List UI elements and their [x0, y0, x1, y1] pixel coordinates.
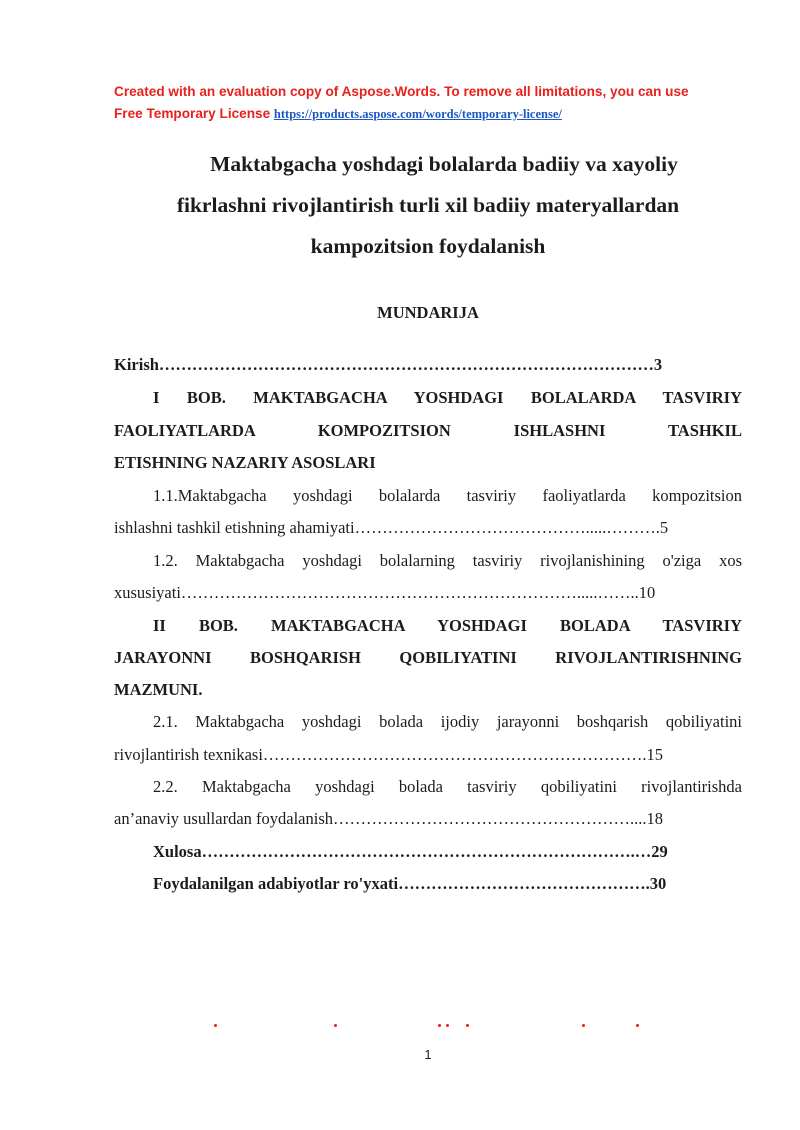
- toc-chapter1-line1: I BOB. MAKTABGACHA YOSHDAGI BOLALARDA TASVIRIY: [153, 388, 742, 407]
- toc-entry-xulosa: Xulosa…………………………………………………………………….…29: [153, 842, 668, 861]
- toc-section-1-2-line2: xususiyati……………………………………………………………….....……..10: [114, 583, 656, 602]
- toc-chapter2-line2: JARAYONNI BOSHQARISH QOBILIYATINI RIVOJLANTIRISHNING: [114, 648, 742, 667]
- document-title-line2: fikrlashni rivojlantirish turli xil badiiy materyallardan: [176, 193, 680, 217]
- toc-entry-kirish: Kirish………………………………………………………………………………3: [114, 355, 663, 374]
- toc-section-1-1-line1: 1.1.Maktabgacha yoshdagi bolalarda tasviriy faoliyatlarda kompozitsion: [153, 486, 742, 505]
- temporary-license-link[interactable]: https://products.aspose.com/words/temporary-license/: [273, 107, 562, 121]
- toc-section-2-2-line1: 2.2. Maktabgacha yoshdagi bolada tasviriy qobiliyatini rivojlantirishda: [153, 777, 742, 796]
- toc-section-2-2-line2: an’anaviy usullardan foydalanish………………………………………………....18: [114, 809, 664, 828]
- footer-dots-decoration: [200, 1020, 650, 1030]
- toc-section-2-1-line1: 2.1. Maktabgacha yoshdagi bolada ijodiy jarayonni boshqarish qobiliyatini: [153, 712, 742, 731]
- document-title-line1: Maktabgacha yoshdagi bolalarda badiiy va xayoliy: [210, 152, 678, 176]
- toc-chapter2-line3: MAZMUNI.: [114, 680, 203, 699]
- document-title-line3: kampozitsion foydalanish: [310, 234, 546, 258]
- page-number: 1: [424, 1047, 432, 1062]
- toc-heading: MUNDARIJA: [377, 303, 479, 322]
- evaluation-notice-line1: Created with an evaluation copy of Aspose.Words. To remove all limitations, you can use: [114, 84, 689, 99]
- toc-entry-adabiyotlar: Foydalanilgan adabiyotlar ro'yxati……………………………………….30: [153, 874, 667, 893]
- toc-section-1-1-line2: ishlashni tashkil etishning ahamiyati…………………………………….....……….5: [114, 518, 669, 537]
- evaluation-notice-prefix: Free Temporary License: [114, 106, 274, 121]
- evaluation-notice-line2: [114, 103, 754, 125]
- toc-chapter1-line2: FAOLIYATLARDA KOMPOZITSION ISHLASHNI TASHKIL: [114, 421, 742, 440]
- toc-chapter1-line3: ETISHNING NAZARIY ASOSLARI: [114, 453, 376, 472]
- toc-section-1-2-line1: 1.2. Maktabgacha yoshdagi bolalarning tasviriy rivojlanishining o'ziga xos: [153, 551, 742, 570]
- toc-section-2-1-line2: rivojlantirish texnikasi…………………………………………………………….15: [114, 745, 664, 764]
- toc-chapter2-line1: II BOB. MAKTABGACHA YOSHDAGI BOLADA TASVIRIY: [153, 616, 742, 635]
